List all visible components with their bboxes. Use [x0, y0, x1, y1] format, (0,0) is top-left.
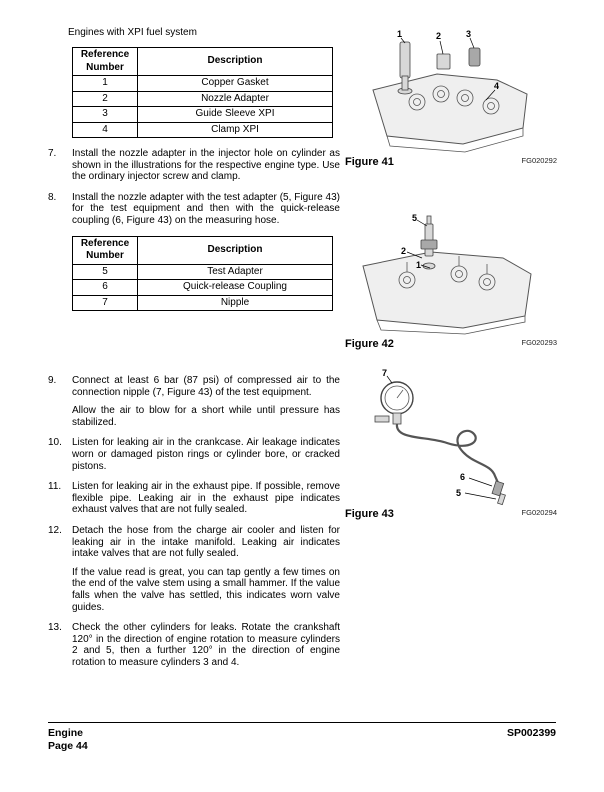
ref-cell: 3	[73, 107, 138, 123]
figure-caption-row	[345, 338, 557, 350]
header-reference-number: Reference Number	[73, 48, 138, 76]
callout-number: 2	[401, 246, 407, 256]
ref-cell: 7	[73, 295, 138, 311]
ref-cell: 5	[73, 264, 138, 280]
table-header-row	[73, 236, 333, 264]
figure-label: Figure 42	[345, 338, 394, 350]
parts-table-1	[72, 47, 333, 138]
figure-code: FG020294	[521, 508, 557, 517]
footer-left	[48, 727, 88, 752]
step-text	[72, 437, 340, 472]
step-13	[48, 622, 340, 668]
step-text	[72, 481, 340, 516]
step-7	[48, 148, 340, 183]
table-row	[73, 122, 333, 138]
desc-cell: Guide Sleeve XPI	[138, 107, 333, 123]
step-number: 10.	[48, 437, 62, 449]
step-text	[72, 375, 340, 428]
ref-cell: 1	[73, 76, 138, 92]
step-paragraph: Check the other cylinders for leaks. Rotate the crankshaft 120° in the direction of engine rotation to measure cylinders 2 and 5, then a further 120° in the direction of engine rotation to measure cylinders 3 and 4.	[72, 622, 340, 668]
table-row	[73, 264, 333, 280]
step-number: 13.	[48, 622, 62, 634]
step-text	[72, 525, 340, 613]
figure-caption-row	[345, 156, 557, 168]
step-number: 8.	[48, 191, 57, 203]
callout-number: 4	[494, 81, 500, 91]
step-paragraph: Install the nozzle adapter in the injector hole on cylinder as shown in the illustrations for the respective engine type. Use the ordinary injector screw and clamp.	[72, 148, 340, 183]
step-text	[72, 148, 340, 183]
step-10	[48, 437, 340, 472]
callout-number: 2	[436, 31, 442, 41]
table-header-row	[73, 48, 333, 76]
step-paragraph: Allow the air to blow for a short while until pressure has stabilized.	[72, 405, 340, 428]
figure-label: Figure 43	[345, 508, 394, 520]
figure-caption-row	[345, 508, 557, 520]
step-number: 9.	[48, 375, 57, 387]
callout-number: 7	[382, 368, 388, 378]
table-row	[73, 280, 333, 296]
table-row	[73, 91, 333, 107]
figure-41-illustration	[345, 28, 557, 154]
callout-number: 1	[397, 29, 403, 39]
intro-text: Engines with XPI fuel system	[68, 27, 197, 38]
footer-divider	[48, 722, 556, 723]
step-9	[48, 375, 340, 428]
callout-number: 6	[460, 472, 466, 482]
header-description: Description	[138, 48, 333, 76]
step-text	[72, 192, 340, 227]
ref-cell: 6	[73, 280, 138, 296]
figure-code: FG020293	[521, 338, 557, 347]
step-paragraph: Listen for leaking air in the exhaust pipe. If possible, remove flexible pipe. Leaking air in the exhaust pipe indicates exhaust valves that are not fully sealed.	[72, 481, 340, 516]
step-paragraph: Connect at least 6 bar (87 psi) of compressed air to the connection nipple (7, Figure 43) of the test equipment.	[72, 375, 340, 398]
callout-number: 1	[416, 260, 422, 270]
desc-cell: Nipple	[138, 295, 333, 311]
desc-cell: Nozzle Adapter	[138, 91, 333, 107]
header-reference-number: Reference Number	[73, 236, 138, 264]
header-description: Description	[138, 236, 333, 264]
desc-cell: Clamp XPI	[138, 122, 333, 138]
step-paragraph: Detach the hose from the charge air cooler and listen for leaking air in the intake manifold. Leaking air indicates intake valves that are not fully sealed.	[72, 525, 340, 560]
step-number: 7.	[48, 148, 57, 159]
step-number: 12.	[48, 525, 62, 536]
figure-41	[345, 28, 557, 168]
table-row	[73, 76, 333, 92]
desc-cell: Test Adapter	[138, 264, 333, 280]
text-column	[48, 47, 340, 678]
step-paragraph: If the value read is great, you can tap gently a few times on the end of the valve stem using a small hammer. If the value falls when the valve has settled, this indicates worn valve guides.	[72, 566, 340, 613]
table-row	[73, 295, 333, 311]
figure-42-illustration	[345, 210, 557, 336]
step-text	[72, 622, 340, 668]
footer-product: Engine	[48, 727, 84, 739]
ref-cell: 4	[73, 122, 138, 138]
parts-table-2	[72, 236, 333, 312]
callout-number: 3	[466, 29, 472, 39]
step-paragraph: Install the nozzle adapter with the test adapter (5, Figure 43) for the test equipment and then with the quick-release coupling (6, Figure 43) on the measuring hose.	[72, 191, 340, 226]
footer-page-number: Page 44	[48, 739, 88, 752]
figure-code: FG020292	[521, 156, 557, 165]
figure-43	[345, 366, 557, 520]
step-paragraph: Listen for leaking air in the crankcase. Air leakage indicates worn or damaged piston rings or cylinder bore, or cracked pistons.	[72, 437, 340, 472]
step-11	[48, 481, 340, 516]
step-12	[48, 525, 340, 613]
figure-label: Figure 41	[345, 156, 394, 168]
figure-43-illustration	[345, 366, 557, 506]
table-row	[73, 107, 333, 123]
callout-number: 5	[412, 213, 418, 223]
ref-cell: 2	[73, 91, 138, 107]
callout-number: 5	[456, 488, 462, 498]
desc-cell: Quick-release Coupling	[138, 280, 333, 296]
desc-cell: Copper Gasket	[138, 76, 333, 92]
figure-42	[345, 210, 557, 350]
step-number: 11.	[48, 481, 62, 493]
footer-doc-number: SP002399	[506, 727, 556, 739]
step-8	[48, 192, 340, 227]
